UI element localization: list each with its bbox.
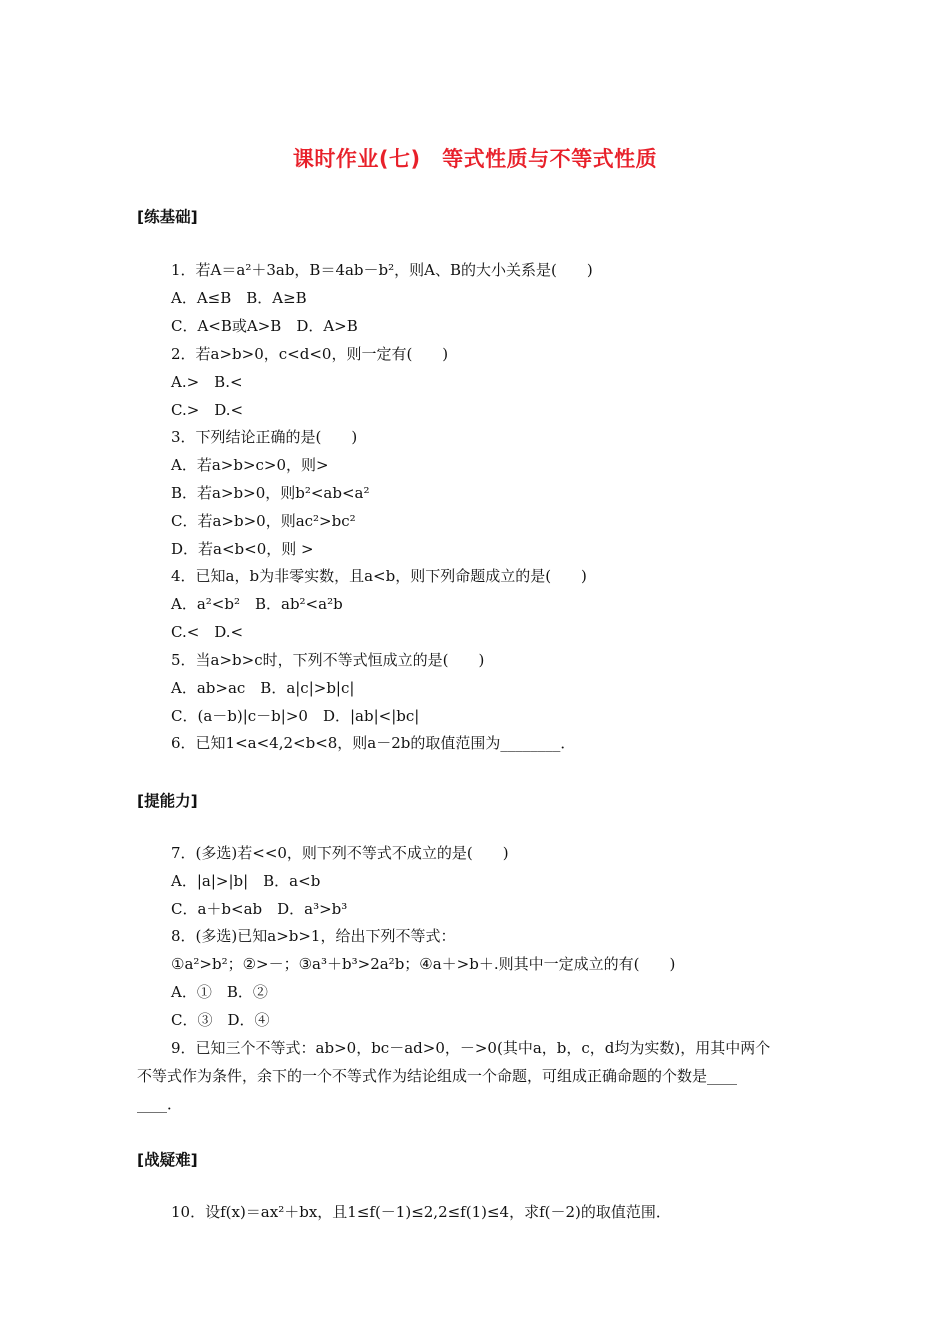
question-4: 4．已知a，b为非零实数，且a<b，则下列命题成立的是( ): [171, 567, 587, 585]
question-3: 3．下列结论正确的是( ): [171, 428, 358, 446]
page-title: 课时作业(七) 等式性质与不等式性质: [292, 147, 658, 171]
question-2-options-cd: C.> D.<: [171, 401, 244, 419]
question-7: 7．(多选)若<<0，则下列不等式不成立的是( ): [171, 844, 509, 862]
section-heading-basic: [练基础]: [137, 208, 198, 226]
question-4-options-cd: C.< D.<: [171, 623, 244, 641]
question-7-options-ab: A．|a|>|b| B．a<b: [171, 872, 321, 890]
question-1: 1．若A＝a²＋3ab，B＝4ab－b²，则A、B的大小关系是( ): [171, 261, 593, 279]
question-4-options-ab: A．a²<b² B．ab²<a²b: [171, 595, 343, 613]
question-3-option-d: D．若a<b<0，则 >: [171, 540, 314, 558]
question-8-options-cd: C．③ D．④: [171, 1011, 270, 1029]
question-9-line-1: 9．已知三个不等式：ab>0，bc－ad>0，－>0(其中a，b，c，d均为实数)，用其中两个: [171, 1039, 771, 1057]
question-10: 10．设f(x)＝ax²＋bx，且1≤f(－1)≤2,2≤f(1)≤4，求f(－2)的取值范围．: [171, 1203, 671, 1221]
section-heading-challenge: [战疑难]: [137, 1151, 198, 1169]
question-7-options-cd: C．a＋b<ab D．a³>b³: [171, 900, 348, 918]
question-3-option-b: B．若a>b>0，则b²<ab<a²: [171, 484, 370, 502]
question-5-options-cd: C．(a－b)|c－b|>0 D．|ab|<|bc|: [171, 707, 420, 725]
question-9-line-3: ____．: [137, 1095, 183, 1113]
section-heading-ability: [提能力]: [137, 792, 198, 810]
question-2: 2．若a>b>0，c<d<0，则一定有( ): [171, 345, 449, 363]
question-3-option-a: A．若a>b>c>0，则>: [171, 456, 329, 474]
question-8-options-ab: A．① B．②: [171, 983, 268, 1001]
question-8: 8．(多选)已知a>b>1，给出下列不等式：: [171, 927, 456, 945]
question-8-statements: ①a²>b²；②>－；③a³＋b³>2a²b；④a＋>b＋.则其中一定成立的有( ): [171, 955, 676, 973]
question-5-options-ab: A．ab>ac B．a|c|>b|c|: [171, 679, 355, 697]
question-2-options-ab: A.> B.<: [171, 373, 243, 391]
question-9-line-2: 不等式作为条件，余下的一个不等式作为结论组成一个命题，可组成正确命题的个数是____: [137, 1067, 738, 1085]
question-1-options-cd: C．A<B或A>B D．A>B: [171, 317, 358, 335]
question-1-options-ab: A．A≤B B．A≥B: [171, 289, 307, 307]
question-5: 5．当a>b>c时，下列不等式恒成立的是( ): [171, 651, 485, 669]
question-6: 6．已知1<a<4,2<b<8，则a－2b的取值范围为________．: [171, 734, 576, 752]
question-3-option-c: C．若a>b>0，则ac²>bc²: [171, 512, 356, 530]
